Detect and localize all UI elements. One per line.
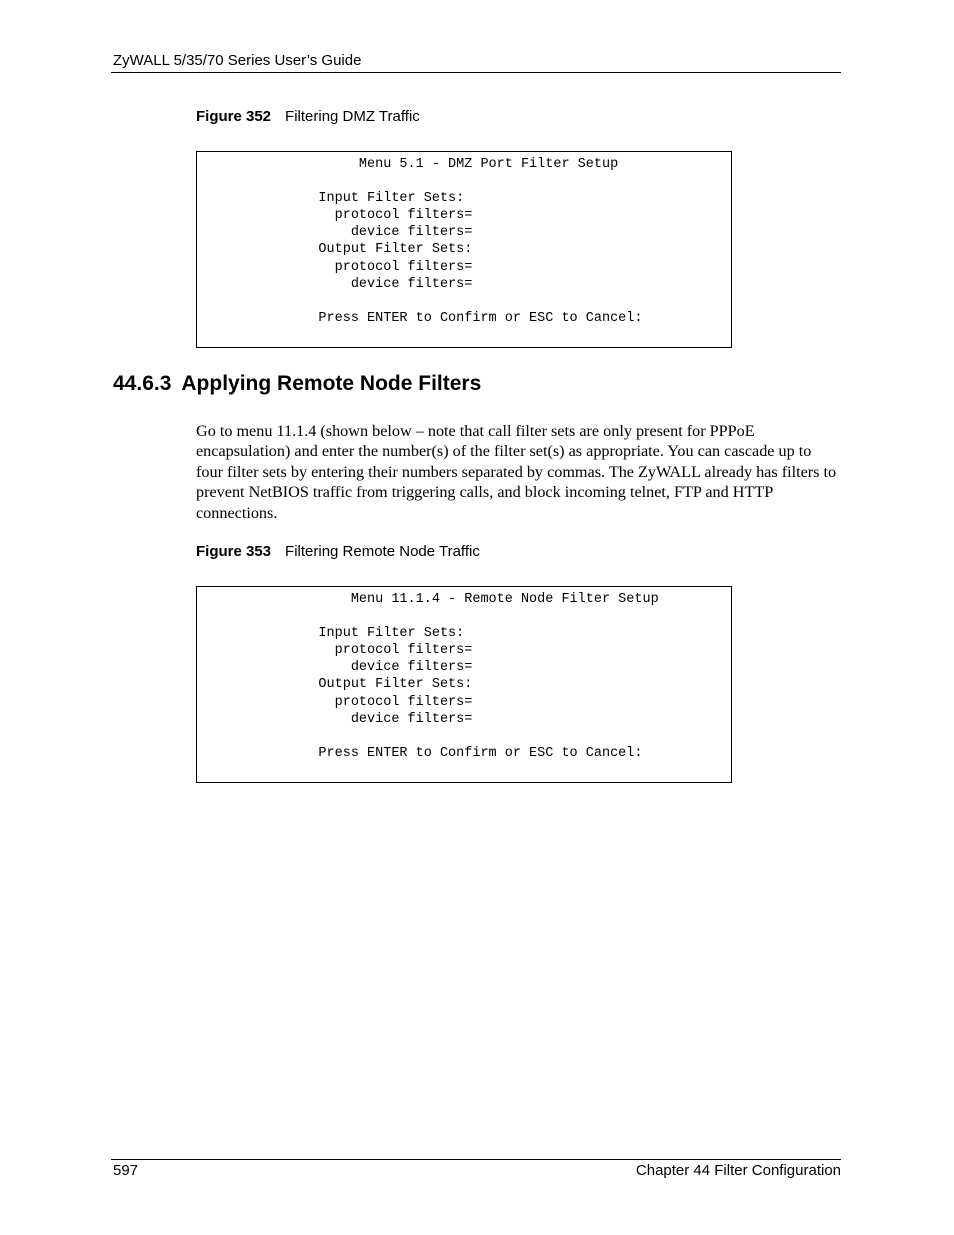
screen-line: Menu 5.1 - DMZ Port Filter Setup: [205, 157, 619, 172]
figure-353-screen: [196, 586, 732, 783]
screen-line: [205, 608, 659, 625]
figure-353-number: Figure 353: [196, 543, 272, 560]
screen-line: Press ENTER to Confirm or ESC to Cancel:: [205, 310, 643, 326]
figure-353-screen-text: [205, 591, 659, 762]
chapter-title: Chapter 44 Filter Configuration: [635, 1162, 841, 1179]
screen-line: Menu 11.1.4 - Remote Node Filter Setup: [205, 592, 659, 607]
screen-line: Press ENTER to Confirm or ESC to Cancel:: [205, 745, 643, 761]
footer-divider: [111, 1159, 841, 1160]
body-paragraph: Go to menu 11.1.4 (shown below – note that call filter sets are only present for PPPoE encapsulation) and enter the number(s) of the filter set(s) as appropriate. You can cascade up to four filter sets by entering their numbers separated by commas. The ZyWALL already has filters to prevent NetBIOS traffic from triggering calls, and block incoming telnet, FTP and HTTP connections.: [196, 422, 837, 522]
screen-line: device filters=: [205, 660, 473, 676]
screen-line: device filters=: [205, 276, 473, 292]
screen-line: [205, 293, 642, 310]
screen-line: Input Filter Sets:: [205, 191, 465, 207]
section-title: Applying Remote Node Filters: [181, 372, 482, 395]
screen-line: protocol filters=: [205, 643, 473, 659]
screen-line: Input Filter Sets:: [205, 626, 465, 642]
screen-line: protocol filters=: [205, 694, 473, 710]
section-heading: [113, 372, 481, 396]
figure-352-title: Filtering DMZ Traffic: [285, 108, 420, 125]
section-number: 44.6.3: [113, 372, 172, 395]
figure-353-caption: [196, 543, 480, 560]
screen-line: Output Filter Sets:: [205, 242, 473, 258]
screen-line: [205, 728, 659, 745]
figure-352-number: Figure 352: [196, 108, 272, 125]
screen-line: device filters=: [205, 711, 473, 727]
figure-352-caption: [196, 108, 420, 125]
header-divider: [111, 72, 841, 73]
figure-352-screen-text: [205, 156, 642, 327]
screen-line: [205, 173, 642, 190]
page-number: 597: [113, 1162, 139, 1179]
screen-line: Output Filter Sets:: [205, 677, 473, 693]
running-header: ZyWALL 5/35/70 Series User’s Guide: [113, 52, 362, 69]
screen-line: protocol filters=: [205, 259, 473, 275]
screen-line: protocol filters=: [205, 208, 473, 224]
screen-line: device filters=: [205, 225, 473, 241]
figure-352-screen: [196, 151, 732, 348]
figure-353-title: Filtering Remote Node Traffic: [285, 543, 480, 560]
